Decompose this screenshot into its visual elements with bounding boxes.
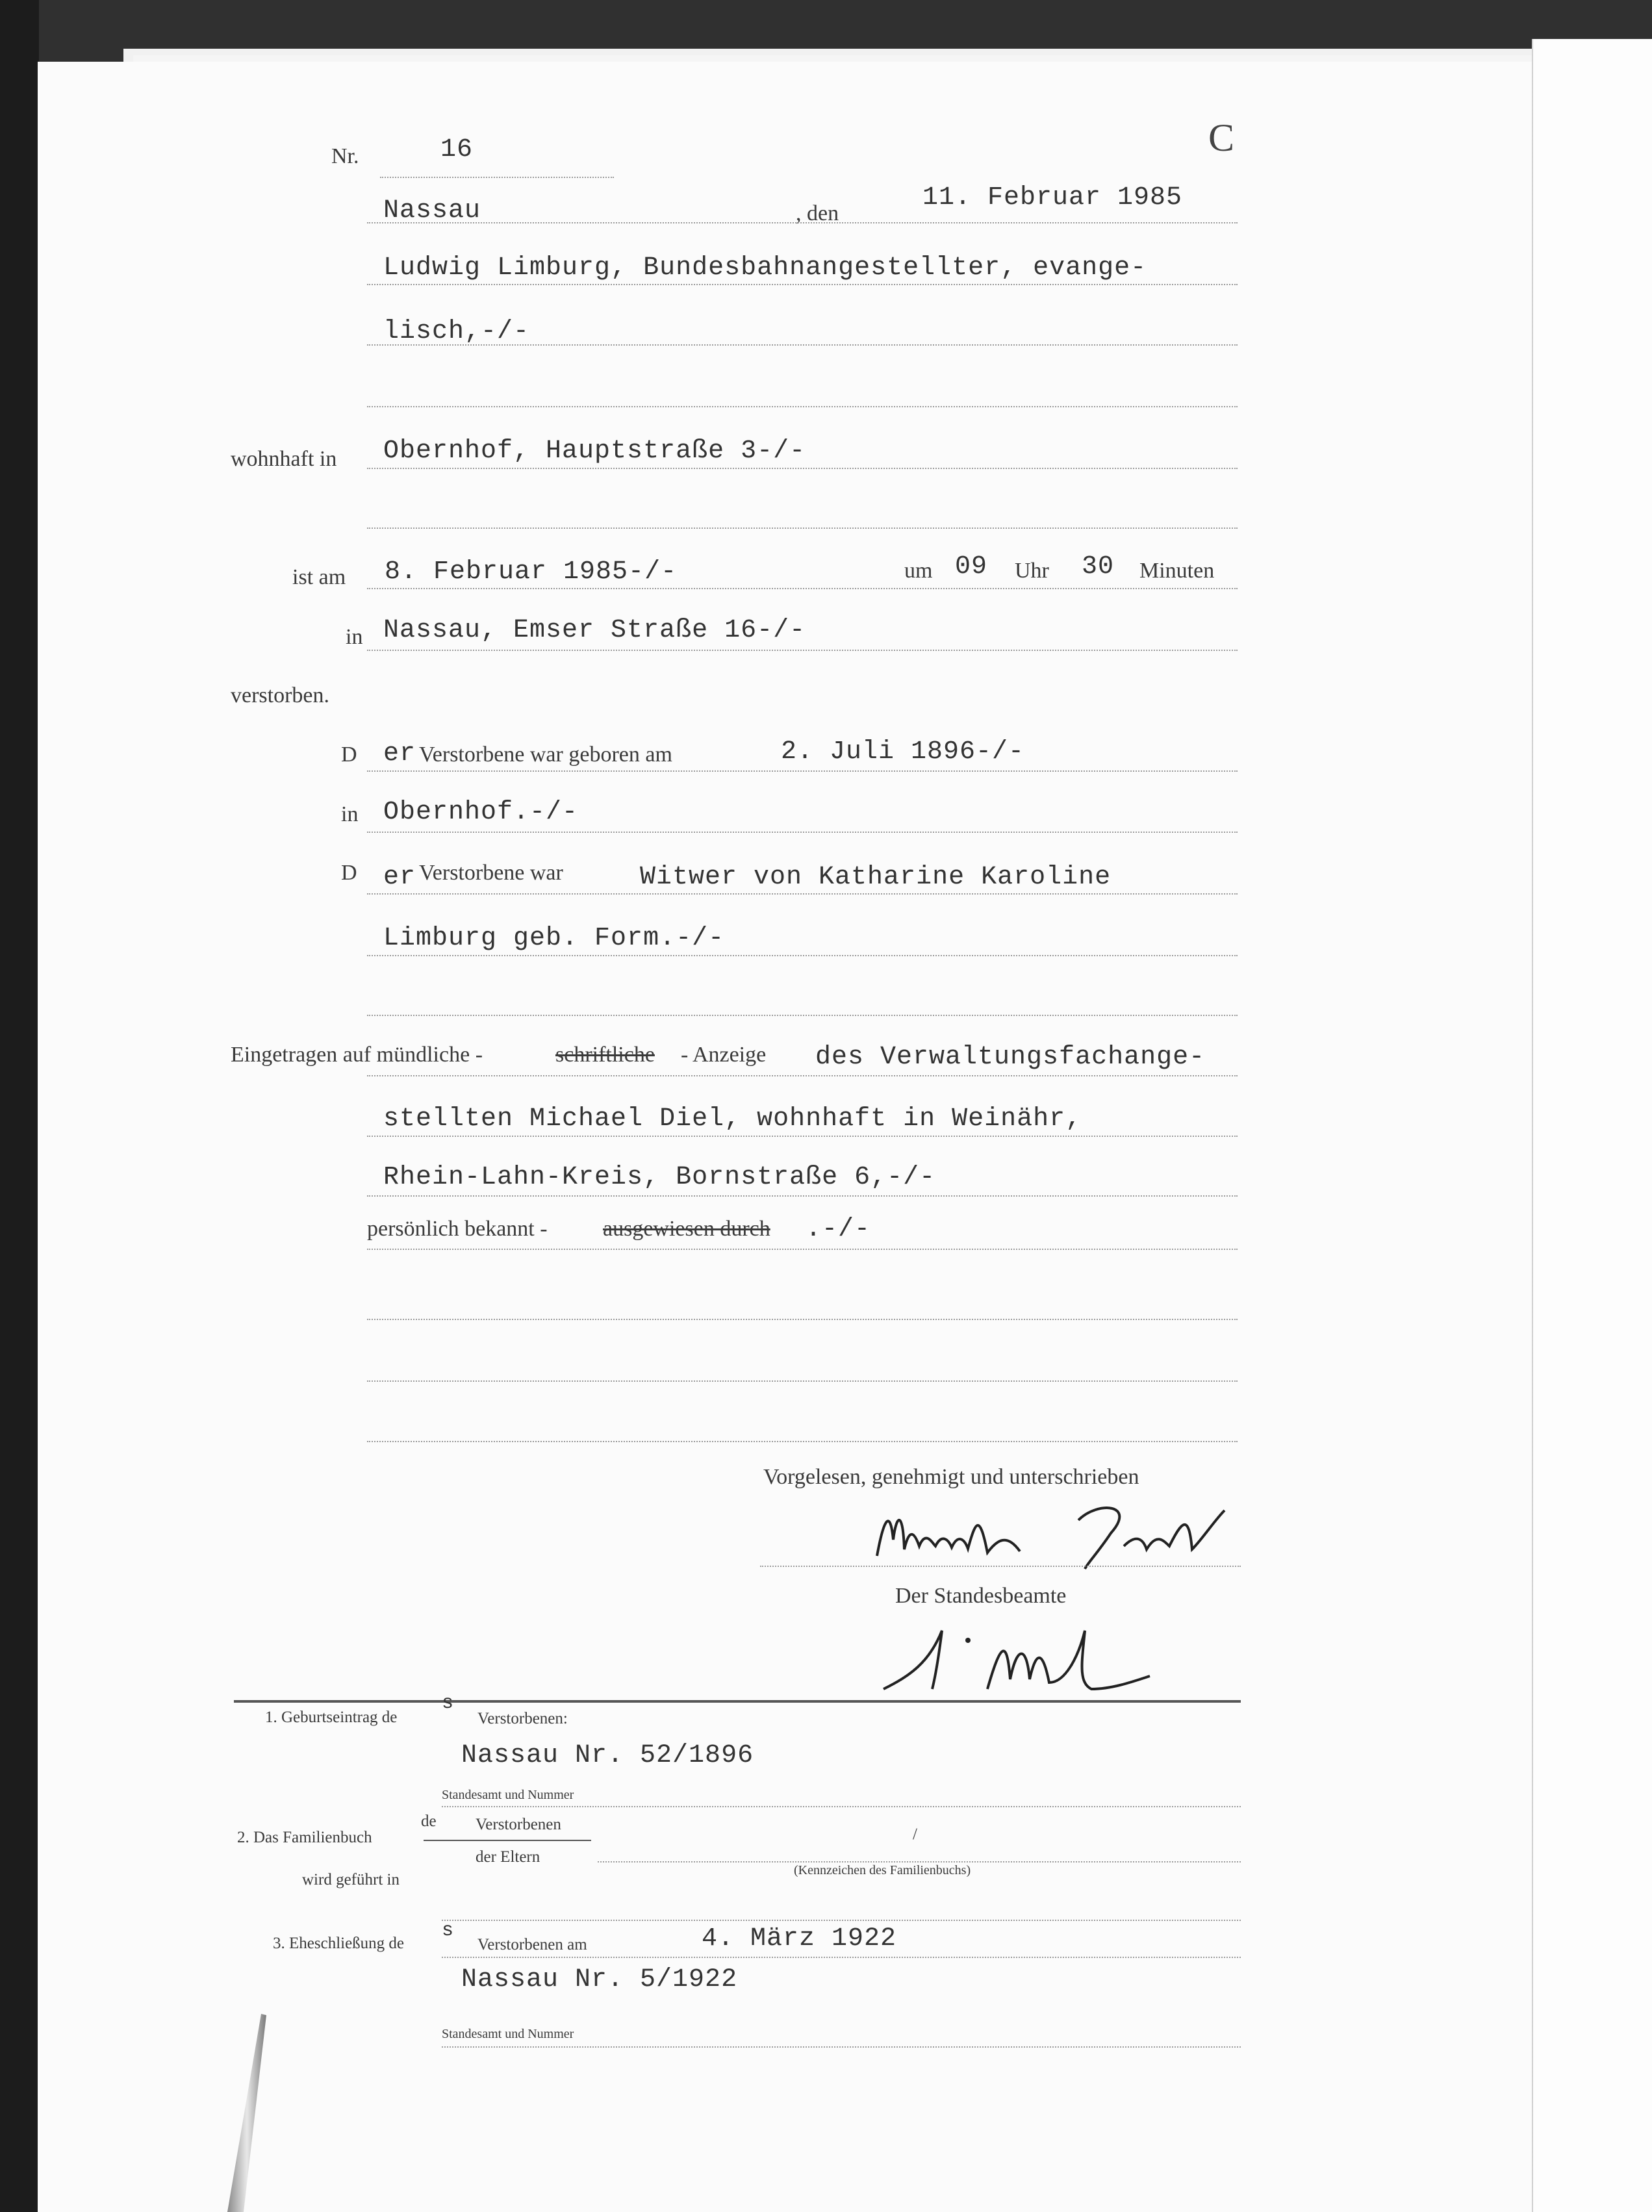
vorgelesen-label: Vorgelesen, genehmigt und unterschrieben [763,1465,1139,1489]
death-minutes: 30 [1082,552,1115,581]
status-line-1 [367,893,1238,895]
bekannt-value: .-/- [806,1215,871,1244]
residence-line [367,468,1238,469]
informant-signature-line [760,1566,1241,1567]
registrar-signature [870,1618,1163,1702]
deceased-line-1: Ludwig Limburg, Bundesbahnangestellter, evange- [383,253,1147,283]
deceased-line-2: lisch,-/- [383,317,530,346]
informant-line-1-rule [367,1075,1238,1076]
footnote-3-label: 3. Eheschließung de [273,1935,405,1952]
eingetragen-label: Eingetragen auf mündliche - [231,1043,483,1067]
footnote-1-s: s [442,1692,455,1714]
minuten-label: Minuten [1139,559,1215,583]
footnote-2-eltern: der Eltern [476,1848,540,1866]
marriage-date: 4. März 1922 [702,1924,897,1953]
footnote-3-line [442,1957,1241,1958]
d-label: D [341,743,357,767]
footnote-3-caption: Standesamt und Nummer [442,2027,574,2041]
ist-am-label: ist am [292,565,346,589]
person-line-2 [367,344,1238,346]
person-line-1 [367,284,1238,285]
informant-line-3: Rhein-Lahn-Kreis, Bornstraße 6,-/- [383,1163,936,1192]
bekannt-label: persönlich bekannt - [367,1217,548,1241]
marital-status-1: Witwer von Katharine Karoline [640,863,1112,892]
uhr-label: Uhr [1015,559,1049,583]
residence: Obernhof, Hauptstraße 3-/- [383,437,806,466]
record-number: 16 [440,135,474,164]
blank-line-1 [367,1319,1238,1320]
footnote-1-label: 1. Geburtseintrag de [265,1709,398,1726]
footnote-1-caption: Standesamt und Nummer [442,1788,574,1802]
nr-label: Nr. [331,144,359,168]
d-label-2: D [341,861,357,885]
informant-line-1: des Verwaltungsfachange- [815,1043,1206,1072]
death-place-line [367,650,1238,651]
blank-line-2 [367,1380,1238,1382]
birth-date: 2. Juli 1896-/- [781,737,1025,767]
death-hour: 09 [955,552,988,581]
blank-line-3 [367,1441,1238,1442]
ausgewiesen-struck: ausgewiesen durch [603,1217,770,1241]
residence-line-2 [367,528,1238,529]
birth-entry: Nassau Nr. 52/1896 [461,1741,754,1770]
um-label: um [904,559,933,583]
footnote-2-verstorbenen: Verstorbenen [476,1816,561,1833]
birth-place: Obernhof.-/- [383,798,579,827]
informant-line-2-rule [367,1136,1238,1137]
footnote-3-label-2: Verstorbenen am [477,1936,587,1953]
footnote-2-kennzeichen: (Kennzeichen des Familienbuchs) [794,1863,971,1877]
informant-line-3-rule [367,1195,1238,1197]
bekannt-line [367,1249,1238,1250]
place-date-line [367,222,1238,223]
footnote-divider [234,1700,1241,1703]
marital-status-2: Limburg geb. Form.-/- [383,924,725,953]
in-label-2: in [341,802,359,826]
gender-suffix-2: er [383,863,416,892]
footnote-2-fraction-rule [424,1840,591,1841]
registry-date: 11. Februar 1985 [922,183,1183,212]
marriage-entry: Nassau Nr. 5/1922 [461,1965,738,1994]
person-line-3 [367,406,1238,407]
war-label: Verstorbene war [419,861,563,885]
wohnhaft-label: wohnhaft in [231,447,337,471]
informant-signature [864,1494,1234,1572]
footnote-2-line-2 [442,1920,1241,1921]
footnote-2-line [598,1861,1241,1862]
footnote-2-slash: / [913,1825,917,1843]
footnote-3-s: s [442,1920,455,1942]
in-label: in [346,625,363,649]
footnote-2-wird-label: wird geführt in [302,1871,400,1888]
schriftliche-struck: schriftliche [555,1043,655,1067]
footnote-2-de: de [421,1812,437,1830]
geboren-label: Verstorbene war geboren am [419,743,672,767]
registry-place: Nassau [383,196,481,225]
verstorben-label: verstorben. [231,683,330,707]
status-line-2 [367,955,1238,956]
birth-date-line [367,770,1238,772]
death-date-line [367,588,1238,589]
status-line-3 [367,1015,1238,1016]
footnote-1-label-2: Verstorbenen: [477,1710,568,1727]
death-date: 8. Februar 1985-/- [385,557,678,587]
birth-place-line [367,832,1238,833]
nr-line [380,177,614,178]
standesbeamte-label: Der Standesbeamte [895,1584,1067,1608]
den-label: , den [796,201,839,225]
footnote-1-line [442,1806,1241,1807]
gender-suffix: er [383,739,416,769]
death-place: Nassau, Emser Straße 16-/- [383,616,806,645]
footnote-3-line-2 [442,2046,1241,2048]
corner-letter: C [1208,116,1235,159]
pen-pointer [214,2014,292,2212]
informant-line-2: stellten Michael Diel, wohnhaft in Weinähr, [383,1104,1082,1134]
anzeige-label: - Anzeige [681,1043,767,1067]
footnote-2-label: 2. Das Familienbuch [237,1829,372,1846]
